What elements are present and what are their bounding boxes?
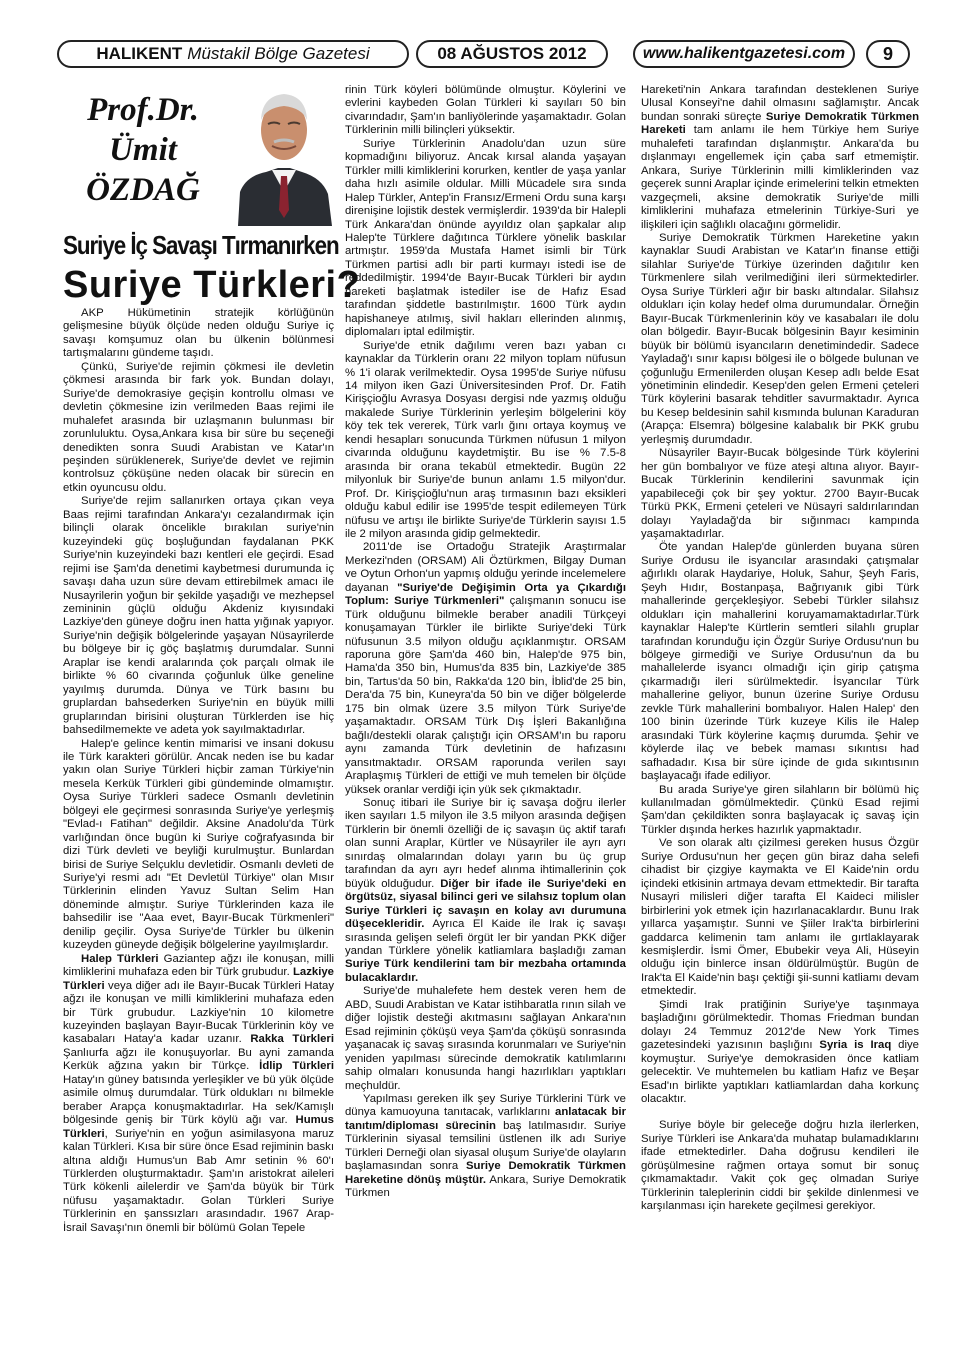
bold-lead: Lazkiye Türkleri [63, 966, 334, 992]
study-title: "Suriye'de Değişimin Orta ya Çıkardığı Toplum: Suriye Türkmenleri" [345, 581, 626, 608]
paragraph-text: Hatay'ın güney batısında yerleşikler ve bü yük ölçüde asimile olmuş durumdalar. Türk oldukları nı bilmekle beraber Arapça konuşmaktadırlar. Ha sek/Kamışlı bölgesinde geniş bir Türk köylü ağı var. [63, 1073, 334, 1127]
paragraph-text: 2011'de ise Ortadoğu Stratejik Araştırmalar Merkezi'nden (ORSAM) Ali Öztürkmen, Bilgay Duman ve Oytun Orhon'un yapmış olduğu yerinde incelemelere dayanan [345, 541, 626, 594]
paragraph-text: tam anlamı ile hem Türkiye hem Suriye muhalefeti tarafından dışlanmıştır. Ankara'da bu dışlanmayı engellemek için çaba sarf etmemiştir. Ankara, Suriye Türklerinin milli kimliklerinden vaz geçerek sunni Araplar içinde erimelerini telkin etmekten vazgeçmeli, aksine demokratik Suriye'de milli kimliklerini muhafaza etmelerinin Türkiye-Suri ye ilişkileri için sağlıklı olacağını görmelidir. [641, 124, 919, 231]
article-column-2 [345, 84, 626, 1201]
paragraph [345, 797, 626, 985]
paragraph-text: diye koymuştur. Suriye'ye demokrasiden önce katliam gelecektir. Ve muhtemelen bu katliam Hafız ve Beşar Esad'ın birlikte yaptıkları katliamlardan daha korkunç olacaktır. [641, 1039, 919, 1105]
paragraph-text: Yapılması gereken ilk şey Suriye Türklerini Türk ve dünya kamuoyuna tanıtacak, varlıklarını [345, 1092, 626, 1119]
headline-main: Suriye Türkleri? [63, 264, 361, 306]
paragraph: Suriye'de muhalefete hem destek veren hem de ABD, Suudi Arabistan ve Katar istihbaratla rının silah ve diğer lojistik desteği akıtmasını sağlayan Ankara'nın Esad rejiminin çöküşü veya Şam'da çöküşü sonrasında yaşanacak iç savaş sırasında korunmaları ve Suriye'nin yeniden yapılması sürecinde demokratik katılımlarını sahip olmaları konusunda hangi hazırlıkları yaptıkları meçhuldür. [345, 985, 626, 1092]
paragraph-text: Ankara, Suriye Demokratik Türkmen [345, 1173, 627, 1200]
paragraph [641, 999, 919, 1107]
paragraph-text: baş latılmasıdır. Suriye Türklerinin siyasal temsilini üstlenen ilk adı Suriye Türkleri Derneği olan siyasal oluşum Suriye'de olayların başlamasından sonra [345, 1119, 626, 1173]
newspaper-name: HALIKENT [96, 44, 183, 63]
author-last-name: ÖZDAĞ [86, 172, 200, 208]
bold-text: Suriye Türk kendilerini tam bir mezbaha ortamında bulacaklardır. [345, 958, 626, 984]
newspaper-tagline: Müstakil Bölge Gazetesi [187, 44, 370, 63]
paragraph-text: Gaziantep ağzı ile konuşan, milli kimliklerini muhafaza eden bir Türk grubudur. [63, 952, 334, 979]
article-column-1 [63, 307, 334, 1235]
paragraph-text: Şanlıurfa ağzı ile konuşuyorlar. Bu ayni zamanda Kerkük ağzına yakın bir Türkçe. [63, 1046, 334, 1073]
headline-kicker: Suriye İç Savaşı Tırmanırken [63, 230, 339, 260]
paragraph: rinin Türk köyleri bölümünde olmuştur. Köylerini ve evlerini kaybeden Golan Türkleri ki sayıları 50 bin civarındadır, Şam'ın banliyölerinde yaşamaktadır. Golan Türklerinin milli bilinçleri yüksektir. [345, 84, 626, 137]
paragraph: Bu arada Suriye'ye giren silahların bir bölümü hiç kullanılmadan gömülmektedir. Çünkü Esad rejimi Şam'dan çekildikten sonra başlayacak iç savaş için Türkler dışında herkes hazırlık yapmaktadır. [641, 783, 919, 836]
author-title: Prof.Dr. [87, 92, 199, 128]
paragraph: Çünkü, Suriye'de rejimin çökmesi ile devletin çökmesi arasında bir fark yok. Bundan dolayı, Suriye'de demokrasiye geçişin kontrollu olması ve devletin çökmesine izin verilmeden Baas rejimi ile muhalefet arasında bir uzlaşmanın bulunması bir zorunluluktu. Oysa,Ankara kısa bir süre bu seçeneği denedikten sonra Suudi Arabistan ve Katar'ın peşinden sürüklenerek, Suriye'de devlet ve rejimin kontrolsuz çöküşüne neden olacak bir sürecin en etkin oyuncusu oldu. [63, 360, 334, 494]
paragraph-text: çalışmanın sonucu ise Türk olduğunu bilmekle beraber anadili Türkçeyi konuşamayan Türkler ile birlikte Suriye'deki Türk nüfusunun 3.5 milyon olduğu açıklanmıştır. ORSAM raporuna göre Şam'da 460 bin, Halep'de 975 bin, Hama'da 350 bin, Humus'da 835 bin, Lazkiye'de 385 bin, Tartus'da 50 bin, Rakka'da 120 bin, İblid'de 25 bin, Dera'da 75 bin, Kuneyra'da 50 bin ve diğer bölgelerde 175 bin olmak üzere 3.5 milyon Türk Suriye'de yaşamaktadır. ORSAM Türk Dış İşleri Bakanlığına bağlı/destekli olarak çalıştığı için ORSAM'ın bu raporu aynı zamanda Türk devletinin de hafızasını yansıtmaktadır. ORSAM raporunda verilen sayı Araplaşmış Türkleri de ettiği ve muh temelen bir ölçüde yüksek oranlar verdiği için yük sek çıkmaktadır. [345, 595, 626, 796]
paragraph: Öte yandan Halep'de günlerden buyana süren Suriye Ordusu ile isyancılar arasındaki çatışmalar ağırlıklı olarak Haydariye, Holuk, Sahur, Şeyh Faris, Şeyh Hıdır, Bostanpaşa, Bağrıyanık gibi Türk mahallerinde gerçekleşiyor. Sebebi Türkler silahsız oldukları için mahallerini koruyamamaktadırlar.Türk kaynaklar Halep'te Kürtlerin semtleri silahlı gruplar tarafından korunduğu için Özgür Suriye Ordusu'nun bu bölgeye girmediği ve Suriye Ordusu'nun da bu mahallelerde isyancı olmadığı için girip çatışma çıkarmadığı ileri sürülmektedir. İsyancılar Türk mahallerine geliyor, bunun üzerine Suriye Ordusu zevkle Türk mahallerini bombalıyor. Halen Halep' den 100 binin üzerinde Türk kuzeye Kilis ile Halep arasındaki Türk köylerine kaçmış durumda. Şehir ve köylerde ilaç ve bebek maması sıkıntısı had safhadadır. Kısa bir süre içinde de gıda sıkıntısının başlayacağı ifade ediliyor. [641, 541, 919, 783]
bold-text: Syria is Iraq [819, 1039, 892, 1052]
paragraph [345, 541, 626, 797]
paragraph: Suriye'de rejim sallanırken ortaya çıkan veya Baas rejimi tarafından Ankara'yı cezalandırmak için bilinçli olarak öncelikle bırakılan suriye'nin kuzeyindeki güç boşluğundan faydalanan PKK Suriye'nin kuzeyindeki bazı kentleri ele geçirdi. Esad rejimi ise Şam'da denetimi kaybetmesi durumunda iç savaşı daha uzun süre devam ettirebilmek amacı ile Nusayrilerin yoğun bir şekilde yaşadığı ve mezhepsel zemininin güçlü olduğu Akdeniz kıyısındaki Lazkiye'den güneye doğru inen hatta yığınak yapıyor. Suriye'nin değişik bölgelerinde yaşayan Nüsayrilerde bu bölgeye bir iç göç başlatmış durumdalar. Sunni Araplar ise kendi aralarında çok parçalı olmak ile birlikte % 60 civarında çoğunluk ülke geneline yayılmış durumda. Dünya ve Türk basını bu gruplardan bahsederken Suriye'nin en büyük milli gruplarından birisini oluşturan Türklerden ise hiç bahsedilmemekte ve adeta yok sayılmaktadırlar. [63, 495, 334, 737]
author-name [58, 90, 228, 210]
bold-lead: Humus Türkleri [63, 1114, 334, 1140]
paragraph-text: Sonuç itibari ile Suriye bir iç savaşa doğru ilerler iken sayıları 1.5 milyon ile 3.5 milyon arasında değişen Türklerin bir önemli özelliği de iç savaşın üç aktif tarafı olan sunni Araplar, Kürtler ve Nüsayriler ile ayrı ayrı sınırdaş olmalarından dolayı yarın bu üç grup tarafından da ayrı ayrı hedef alınma ihtimallerinin çok büyük olduğudur. [345, 797, 626, 890]
bold-text: Diğer bir ifade ile Suriye'deki en örgütsüz, siyasal bilinci geri ve silahsız toplum olan Suriye Türkleri iç savaşın en kolay avı durumuna düşecekleridir. [345, 877, 626, 931]
bold-text: Suriye Demokratik Türkmen Hareketine dönüş müştür. [345, 1160, 626, 1186]
paragraph: Suriye'de etnik dağılımı veren bazı yaban cı kaynaklar da Türklerin oranı 22 milyon toplam nüfusun % 1'i olarak verilmektedir. Oysa 1995'de Suriye nüfusu 14 milyon iken Gazi Üniversitesinden Prof. Dr. Fatih Kirişçioğlu Avrasya Dosyası dergisi nde yazmış olduğu makalede Suriye Türklerinin yerleşim bölgelerini köy köy tek tek vererek, Türk varlı ğını ortaya koymuş ve kendi hesapları sonucunda Türkmen nüfusun 1 milyon civarında olduğunu kaydetmiştir. Bu ise % 7.5-8 arasında bir orana tekabül etmektedir. Bugün 22 milyonluk bir Suriye'de bunun anlamı 1.5 milyon'dur. Prof. Dr. Kirişçioğlu'nun araş tırmasının bazı eksikleri olduğu kabul edilir ise 1995'de tespit edilemeyen Türk nüfusu ve artışı ile birlikte Suriye'de Türklerin sayısı 1.5 ile 2 milyon arasında gidip gelmektedir. [345, 339, 626, 540]
paragraph [63, 953, 334, 1236]
website-url[interactable]: www.halikentgazetesi.com [633, 40, 855, 68]
bold-text: anlatacak bir tanıtım/diploması sürecinin [345, 1106, 626, 1132]
paragraph: Suriye Demokratik Türkmen Hareketine yakın kaynaklar Suudi Arabistan ve Katar'ın finanse ettiği silahlar Suriye'de Türkiye üzerinden dağıtılır ken Türkmenlere silah verilmediğini ileri sürmektedirler. Oysa Suriye Türkleri ağır bir baskı altındalar. Silahsız oldukları için kolay hedef olma durumundalar. Örneğin Bayır-Bucak Türkmenlerinin köy ve kasabaları ile dolu olan bölgedir. Bayır-Bucak bölgesinin Bayır kesiminin büyük bir bölümü isyancıların denetimindedir. Sadece Yayladağ'ı sınır kapısı bölgesi ile o bölgede bulunan ve çoğunluğu Ermenilerden oluşan Kesep adlı belde Esat yönetiminin elindedir. Kesep'den gelen Ermeni çeteleri Türk köylerini basarak tehditler savurmaktadır. Ayrıca bu Kesep beldesinin sahil kısmında bulunan Karaduran (Arapça: Elsemra) bölgesine kalabalık bir PKK grubu yerleşmiş durumdadır. [641, 231, 919, 446]
bold-lead: Halep Türkleri [81, 952, 159, 965]
paragraph-text: Hareketi'nin Ankara tarafından desteklenen Suriye Ulusal Konseyi'ne dahil olmasını sağlamıştır. Ancak bundan sonraki süreçte [641, 84, 919, 123]
bold-lead: Rakka Türkleri [250, 1033, 334, 1046]
paragraph: Ve son olarak altı çizilmesi gereken husus Özgür Suriye Ordusu'nun her geçen gün biraz daha selefi cihadist bir çizgiye kaymakta ve El Kaide'nin ordu içindeki etkisinin artmaya devam ettmektedir. Bir tarafta Nusayri milisleri diğer tarafta El Kaideci milisler birbirlerini yok etmek için hazırlanacaklardır. Bunu Irak yıllarca yaşamıştır. Sunni ve Şiiler Irak'ta birbirlerini gaddarca kelimenin tam anlamı ile gırtlaklayarak kesmişlerdir. İsmi Ömer, Ebubekir veya Ali, Hüseyin olduğu için binlerce insan öldürülmüştür. Bugün de Irak'ta El Kaide'nin başı çektiği şii-sunni katliamı devam etmektedir. [641, 837, 919, 998]
paragraph-text: Ayrıca El Kaide ile Irak iç savaşı sırasında gelişen selefi örgüt ler bir yandan PKK diğer yandan Türklere yönelik katliamlara başladığı zaman [345, 918, 626, 957]
article-column-3 [641, 84, 919, 1214]
paragraph: AKP Hükümetinin stratejik körlüğünün gelişmesine büyük ölçüde neden olduğu Suriye iç savaşı komşumuz olan bu ülkenin bölünmesi tartışmalarını gündeme taşıdı. [63, 307, 334, 360]
page-number: 9 [866, 40, 910, 68]
paragraph: Suriye böyle bir geleceğe doğru hızla ilerlerken, Suriye Türkleri ise Ankara'da muhatap bulamadıklarını ifade etmektedirler. Daha doğrusu kendileri ile görüşülmesine rağmen ortaya somut bir sonuç çıkmamaktadır. Vakit çok geç olmadan Suriye Türklerinin taleplerinin ciddi bir şekilde dinlenmesi ve karşılanması için harekete geçilmesi gerekiyor. [641, 1119, 919, 1213]
bold-lead: İdlip Türkleri [259, 1060, 334, 1073]
paragraph-text: veya diğer adı ile Bayır-Bucak Türkleri Hatay ağzı ile konuşan ve milli kimliklerini muhafaza eden bir Türk grubudur. Lazkiye'nin 10 kilometre kuzeyinden başlayan Bayır-Bucak Türklerinin köy ve kasabaları Hatay'a kadar uzanır. [63, 979, 334, 1046]
author-first-name: Ümit [109, 132, 177, 168]
paragraph [345, 1093, 626, 1201]
newspaper-name-box [57, 40, 409, 68]
paragraph: Halep'e gelince kentin mimarisi ve insani dokusu ile Türk karakteri görülür. Ancak neden ise bu kadar yakın olan Suriye Türkleri hiçbir zaman Türkiye'nin mesela Kerkük Türkleri gibi gündeminde olmamıştır. Oysa Suriye Türkleri sadece Osmanlı devletinin bölgeyi ele geçirmesi sonrasında Suriye'ye yerleşmiş "Evlad-ı Fatihan" değildir. Aksine Anadolu'da Türk varlığından önce bugün ki Suriye coğrafyasında bir dizi Türk devleti ve beyliği kurulmuştur. Bunlardan birisi de Suriye Selçuklu devletidir. Osmanlı devleti de Suriye'yi resmi adı "Et Devletül Türkiye" olan Mısır Türklerinin elinden Yavuz Sultan Selim Han döneminde almıştır. Suriye Türklerinden kaza ile bahsedilir ise "Aaa evet, Bayır-Bucak Türkmenleri" denilip geçilir. Oysa Suriye'de Türkler bu ülkenin kuzeyden güneyde değişik bölgelerine yayılmışlardır. [63, 737, 334, 952]
paragraph [641, 84, 919, 232]
bold-text: Suriye Demokratik Türkmen Hareketi [641, 110, 919, 137]
author-photo [232, 80, 334, 226]
paragraph-text: Şimdi Irak pratiğinin Suriye'ye taşınmaya başladığını görülmektedir. Thomas Friedman bundan dolayı 24 Temmuz 2012'de New York Times gazetesindeki yazısının başlığını [641, 998, 919, 1052]
issue-date: 08 AĞUSTOS 2012 [416, 40, 608, 68]
paragraph: Suriye Türklerinin Anadolu'dan uzun süre kopmadığını biliyoruz. Ancak kırsal alanda yaşayan Türkler milli kimliklerini korurken, kentler de yaşa yanlar daha hızlı asimile oldular. Milli Mücadele sıra sında Halep Türkler, Antep'in Fransız/Ermeni Ordu suna karşı direnişine lojistik destek vermişlerdir. 1939'da bir Halepli Türk Ankara'dan önünde ayyıldız olan şapkalar alıp Halep'te Türklere dağıtınca Türklere yönelik baskılar artmıştır. 1959'da Mustafa Hamet isimli bir Türk Türkmen partisi adlı bir parti kurmayı istedi ise de reddedilmiştir. 1994'de Bayır-Bucak Türkleri bir aydın hareketi başlatmak istediler ise de Hafız Esad tarafından şiddetle bastırılmıştır. 1600 Türk aydın hapishaneye atılmış, sivil hakları ellerinden alınmış, diplomaları iptal edilmiştir. [345, 137, 626, 339]
paragraph-text: , Suriye'nin en yoğun asimilasyona maruz kalan Türkleri. Kısa bir süre önce Esad rejiminin baskı altına aldığı Humus'un Bab Amr setinin % 60'ı Türklerden oluşturmaktadır. Şam'ın aristokrat aileleri Türk kökenli ailelerdir ve Şam'da büyük bir Türk nüfusu yaşamaktadır. Golan Türkleri Suriye Türklerinin en şanssızları arasındadır. 1967 Arap-İsrail Savaşı'nın önemli bir bölümü Golan Tepele [63, 1127, 334, 1234]
paragraph: Nüsayriler Bayır-Bucak bölgesinde Türk köylerini her gün bombalıyor ve füze ateşi altına alıyor. Bayır-Bucak Türklerinin kendilerini savunmak için yapabileceği çok bir şey yoktur. 2700 Bayır-Bucak Türkü PKK, Ermeni çeteleri ve Nüsayri saldırılarından dolayı Yayladağ'da bir sığınmacı kampında yaşamaktadırlar. [641, 447, 919, 540]
